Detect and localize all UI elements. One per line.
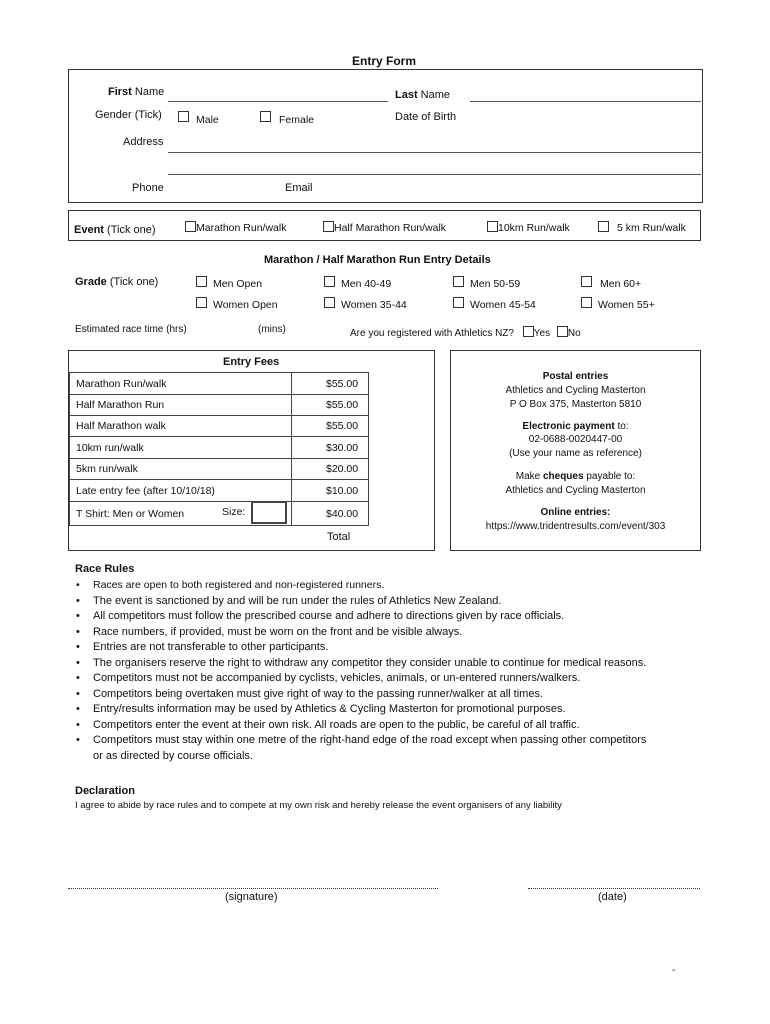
grade-men-50-59-checkbox[interactable] <box>453 276 464 287</box>
reference-note: (Use your name as reference) <box>509 448 642 459</box>
table-row <box>70 437 369 459</box>
table-row <box>70 395 369 416</box>
est-time-label: Estimated race time (hrs) <box>75 324 187 335</box>
cheque-payee: Athletics and Cycling Masterton <box>505 485 646 496</box>
total-label: Total <box>327 531 351 543</box>
list-item: • Races are open to both registered and non-registered runners. <box>74 578 694 594</box>
last-name-field[interactable] <box>470 101 701 102</box>
dob-label: Date of Birth <box>395 111 457 123</box>
grade-women-open-checkbox[interactable] <box>196 297 207 308</box>
fee-item: 5km run/walk <box>70 459 292 480</box>
phone-label: Phone <box>132 182 164 194</box>
email-label: Email <box>285 182 313 194</box>
size-input[interactable] <box>251 501 287 524</box>
table-row <box>70 459 369 480</box>
list-item: • Competitors enter the event at their own risk. All roads are open to the public, be careful of all traffic. <box>74 718 694 734</box>
race-rules-heading: Race Rules <box>75 563 135 575</box>
list-item: • Race numbers, if provided, must be worn on the front and be visible always. <box>74 625 694 641</box>
grade-women-55-label: Women 55+ <box>598 299 655 311</box>
registered-question: Are you registered with Athletics NZ? Yes No <box>350 328 581 339</box>
page-title: Entry Form <box>352 54 417 68</box>
table-row <box>70 480 369 502</box>
epay-heading: Electronic payment to: <box>522 421 629 432</box>
address-label: Address <box>123 136 164 148</box>
fee-item: 10km run/walk <box>70 437 292 459</box>
fee-price: $20.00 <box>292 459 369 480</box>
address-field-line-1[interactable] <box>168 152 701 153</box>
grade-women-55-checkbox[interactable] <box>581 297 592 308</box>
fee-item: Half Marathon Run <box>70 395 292 416</box>
fee-price: $30.00 <box>292 437 369 459</box>
signature-field[interactable] <box>68 888 438 889</box>
female-checkbox[interactable] <box>260 111 271 122</box>
mins-label: (mins) <box>258 324 286 335</box>
tshirt-label: T Shirt: Men or Women <box>76 507 185 520</box>
bank-account: 02-0688-0020447-00 <box>528 434 623 445</box>
list-item: • Entries are not transferable to other participants. <box>74 640 694 656</box>
list-item: • Entry/results information may be used by Athletics & Cycling Masterton for promotional purposes. <box>74 702 694 718</box>
event-option-marathon[interactable]: Marathon Run/walk <box>185 221 286 234</box>
race-rules-list <box>74 578 694 764</box>
grade-men-40-49-label: Men 40-49 <box>341 278 392 290</box>
table-row <box>70 416 369 437</box>
no-label: No <box>567 328 581 339</box>
grade-men-open-checkbox[interactable] <box>196 276 207 287</box>
first-name-field[interactable] <box>168 101 388 102</box>
online-heading: Online entries: <box>540 507 611 518</box>
female-label: Female <box>279 114 315 126</box>
fee-price: $10.00 <box>292 480 369 502</box>
event-label: Event (Tick one) <box>74 224 156 236</box>
declaration-heading: Declaration <box>75 785 135 797</box>
size-label: Size: <box>222 506 246 518</box>
checkbox-icon <box>487 221 498 232</box>
grade-men-50-59-label: Men 50-59 <box>470 278 521 290</box>
male-label: Male <box>196 114 219 126</box>
declaration-text: I agree to abide by race rules and to compete at my own risk and hereby release the event organisers of any liability <box>75 800 562 811</box>
grade-men-open-label: Men Open <box>213 278 263 290</box>
male-checkbox[interactable] <box>178 111 189 122</box>
fee-price: $55.00 <box>292 373 369 395</box>
date-field[interactable] <box>528 888 700 889</box>
grade-women-open-label: Women Open <box>213 299 278 311</box>
fee-price: $55.00 <box>292 416 369 437</box>
list-item: • Competitors being overtaken must give right of way to the passing runner/walker at all times. <box>74 687 694 703</box>
fee-price: $40.00 <box>292 502 369 526</box>
grade-men-40-49-checkbox[interactable] <box>324 276 335 287</box>
postal-line-2: P O Box 375, Masterton 5810 <box>509 399 642 410</box>
table-row <box>70 373 369 395</box>
grade-women-35-44-label: Women 35-44 <box>341 299 407 311</box>
grade-label: Grade (Tick one) <box>75 276 159 288</box>
yes-label: Yes <box>533 328 551 339</box>
postal-line-1: Athletics and Cycling Masterton <box>505 385 646 396</box>
signature-label: (signature) <box>225 891 278 903</box>
yes-checkbox[interactable] <box>523 326 534 337</box>
footer-mark: - <box>672 965 676 976</box>
details-heading: Marathon / Half Marathon Run Entry Details <box>264 254 491 266</box>
grade-women-45-54-label: Women 45-54 <box>470 299 536 311</box>
entry-fees-heading: Entry Fees <box>223 356 280 368</box>
gender-label: Gender (Tick) <box>95 109 162 121</box>
checkbox-icon <box>323 221 334 232</box>
entry-fees-table <box>69 372 369 526</box>
postal-heading: Postal entries <box>542 371 609 382</box>
checkbox-icon <box>185 221 196 232</box>
event-option-5km[interactable]: 5 km Run/walk <box>598 221 686 234</box>
event-option-half-marathon[interactable]: Half Marathon Run/walk <box>323 221 446 234</box>
tshirt-row <box>70 502 292 526</box>
grade-women-35-44-checkbox[interactable] <box>324 297 335 308</box>
no-checkbox[interactable] <box>557 326 568 337</box>
fee-item: Marathon Run/walk <box>70 373 292 395</box>
list-item: • The event is sanctioned by and will be run under the rules of Athletics New Zealand. <box>74 594 694 610</box>
online-url-link[interactable]: https://www.tridentresults.com/event/303 <box>485 521 666 532</box>
date-label: (date) <box>598 891 627 903</box>
fee-item: Late entry fee (after 10/10/18) <box>70 480 292 502</box>
fee-item: Half Marathon walk <box>70 416 292 437</box>
first-name-label: First Name <box>108 86 165 98</box>
grade-men-60-label: Men 60+ <box>600 278 642 290</box>
list-item: • Competitors must not be accompanied by cyclists, vehicles, animals, or un-entered runners/walkers. <box>74 671 694 687</box>
fee-price: $55.00 <box>292 395 369 416</box>
list-item: • Competitors must stay within one metre of the right-hand edge of the road except when passing other competitors or as directed by course officials. <box>74 733 694 764</box>
grade-men-60-checkbox[interactable] <box>581 276 592 287</box>
last-name-label: Last Name <box>395 89 451 101</box>
address-field-line-2[interactable] <box>168 174 701 175</box>
event-option-10km[interactable]: 10km Run/walk <box>487 221 570 234</box>
table-row <box>70 502 369 526</box>
cheque-line: Make cheques payable to: <box>515 471 636 482</box>
list-item: • The organisers reserve the right to withdraw any competitor they consider unable to continue for medical reasons. <box>74 656 694 672</box>
checkbox-icon <box>598 221 609 232</box>
grade-women-45-54-checkbox[interactable] <box>453 297 464 308</box>
list-item: • All competitors must follow the prescribed course and adhere to directions given by race officials. <box>74 609 694 625</box>
